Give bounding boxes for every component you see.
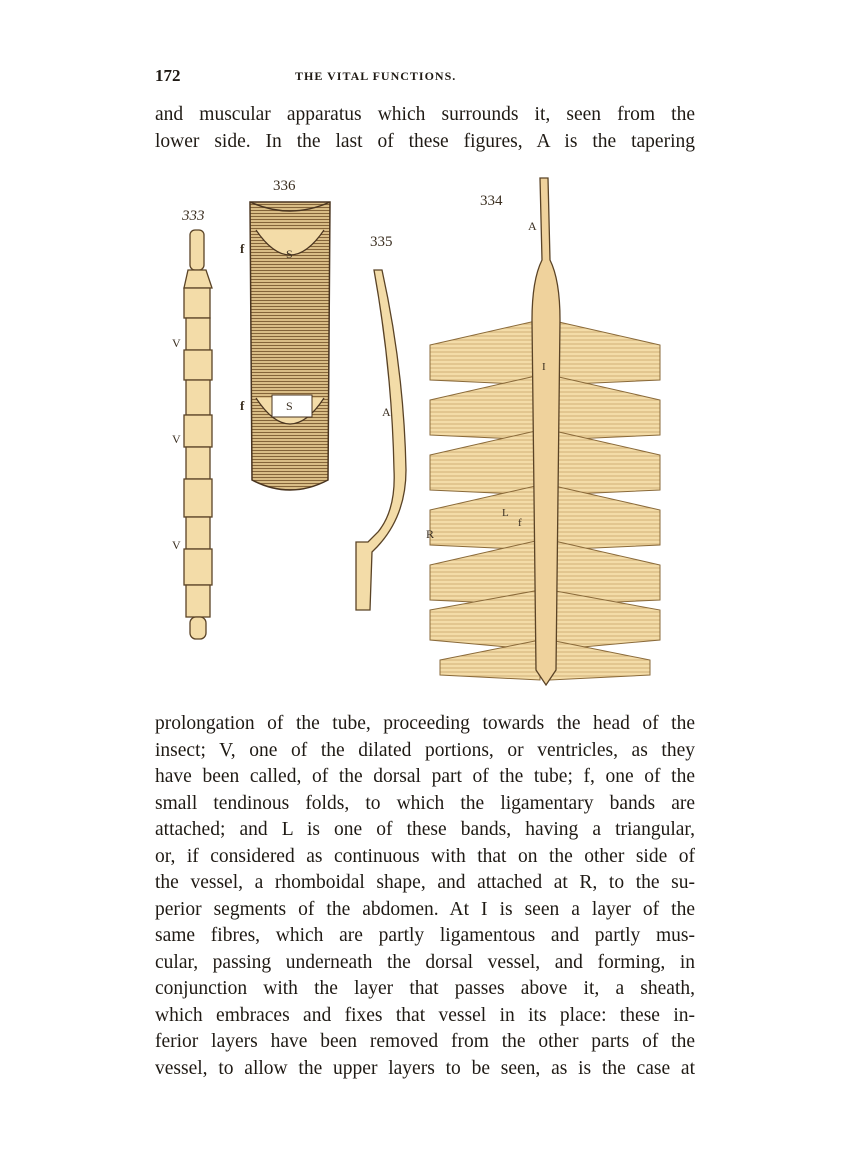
- figure-336: [240, 178, 330, 490]
- text-line: attached; and L is one of these bands, having a triangular,: [155, 819, 695, 840]
- label-i: I: [542, 361, 546, 373]
- label-a: A: [528, 219, 537, 233]
- label-l: L: [502, 507, 509, 519]
- figure-plate: [160, 170, 700, 700]
- label-s: S: [286, 247, 293, 261]
- label-a: A: [382, 405, 391, 419]
- figure-333: [172, 208, 212, 639]
- figure-334: [426, 178, 660, 685]
- label-f: f: [240, 398, 245, 413]
- label-f: f: [240, 241, 245, 256]
- page-header: [155, 66, 695, 90]
- text-line: ferior layers have been removed from the other parts of the: [155, 1031, 695, 1052]
- prolongation-drawing: [356, 270, 406, 610]
- text-line: conjunction with the layer that passes above it, a sheath,: [155, 978, 695, 999]
- text-line: have been called, of the dorsal part of the tube; f, one of the: [155, 766, 695, 787]
- label-v: V: [172, 432, 181, 446]
- figure-335: [356, 234, 406, 610]
- text-line: the vessel, a rhomboidal shape, and attached at R, to the su-: [155, 872, 695, 893]
- text-line: prolongation of the tube, proceeding towards the head of the: [155, 713, 695, 734]
- text-line: vessel, to allow the upper layers to be seen, as is the case at: [155, 1057, 695, 1079]
- text-line: small tendinous folds, to which the ligamentary bands are: [155, 792, 695, 814]
- text-line: cular, passing underneath the dorsal vessel, and forming, in: [155, 951, 695, 973]
- text-line: same fibres, which are partly ligamentous and partly mus-: [155, 925, 695, 946]
- label-f: f: [518, 517, 522, 529]
- label-r: R: [426, 527, 435, 541]
- dorsal-vessel-drawing: [532, 178, 560, 685]
- text-line: insect; V, one of the dilated portions, or ventricles, as they: [155, 739, 695, 761]
- figure-number: 336: [273, 178, 296, 194]
- paragraph-top: [155, 102, 695, 155]
- text-line: perior segments of the abdomen. At I is seen a layer of the: [155, 898, 695, 920]
- figure-number: 335: [370, 234, 393, 250]
- figure-number: 334: [480, 193, 503, 209]
- figure-number: 333: [182, 208, 205, 224]
- text-line: lower side. In the last of these figures, A is the tapering: [155, 130, 695, 152]
- label-v: V: [172, 538, 181, 552]
- text-line: and muscular apparatus which surrounds it, seen from the: [155, 104, 695, 125]
- label-s: S: [286, 399, 293, 413]
- text-line: or, if considered as continuous with that on the other side of: [155, 845, 695, 867]
- label-v: V: [172, 336, 181, 350]
- text-line: which embraces and fixes that vessel in its place: these in-: [155, 1004, 695, 1026]
- page-number: 172: [155, 66, 181, 85]
- running-head: THE VITAL FUNCTIONS.: [295, 69, 457, 83]
- paragraph-bottom: [155, 711, 695, 1082]
- segmented-tube-drawing: [184, 230, 212, 639]
